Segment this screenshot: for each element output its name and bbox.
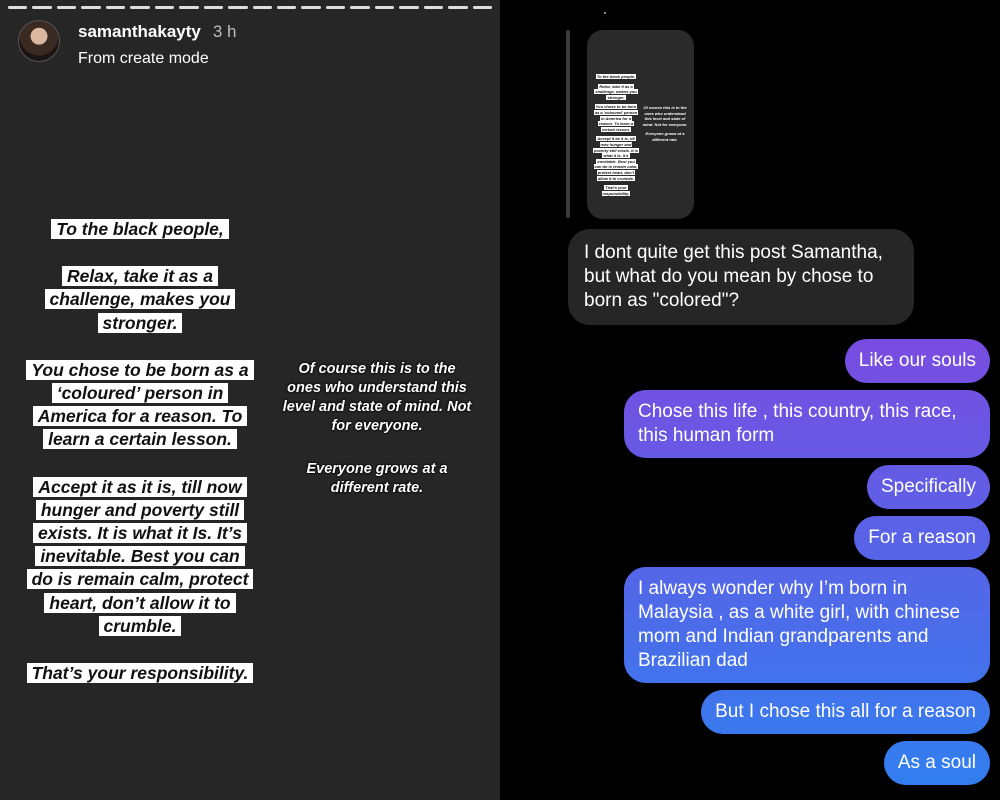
story-text-paragraph: Of course this is to the ones who understand this level and state of mind. Not for everyone. xyxy=(282,361,472,434)
progress-segment xyxy=(130,6,149,9)
outgoing-message[interactable]: But I chose this all for a reason xyxy=(701,690,990,734)
progress-segment xyxy=(301,6,320,9)
thumbnail-text: You chose to be born as a ‘coloured’ person in America for a reason. To learn a certain lesson. xyxy=(594,104,638,132)
outgoing-message[interactable]: For a reason xyxy=(854,516,990,560)
post-time: 3 h xyxy=(212,22,237,41)
progress-segment xyxy=(253,6,272,9)
progress-segment xyxy=(350,6,369,9)
progress-segment xyxy=(448,6,467,9)
progress-segment xyxy=(375,6,394,9)
story-text-column-right xyxy=(282,360,472,522)
story-reply-thumbnail[interactable] xyxy=(587,30,694,219)
dm-panel xyxy=(500,0,1000,800)
story-text-paragraph: That’s your responsibility. xyxy=(27,663,254,683)
outgoing-message[interactable]: Specifically xyxy=(867,465,990,509)
incoming-message[interactable]: I dont quite get this post Samantha, but what do you mean by chose to born as "colored"? xyxy=(568,229,914,325)
story-text-paragraph: To the black people, xyxy=(51,219,229,239)
progress-segment xyxy=(155,6,174,9)
thumbnail-text: Of course this is to the ones who understand this level and state of mind. Not for everyone. xyxy=(642,105,688,127)
story-progress-bar xyxy=(8,6,492,9)
story-text-paragraph: Accept it as it is, till now hunger and poverty still exists. It is what it Is. It’s inevitable. Best you can do is remain calm, protect heart, don’t allow it to crumble. xyxy=(27,477,254,636)
story-text-paragraph: Everyone grows at a different rate. xyxy=(306,461,448,496)
story-text-paragraph: Relax, take it as a challenge, makes you stronger. xyxy=(45,266,236,332)
progress-segment xyxy=(424,6,443,9)
outgoing-message[interactable]: As a soul xyxy=(884,741,990,785)
progress-segment xyxy=(277,6,296,9)
outgoing-message[interactable]: I always wonder why I’m born in Malaysia , as a white girl, with chinese mom and Indian grandparents and Brazilian dad xyxy=(624,567,990,683)
story-header xyxy=(18,20,236,68)
progress-segment xyxy=(32,6,51,9)
progress-segment xyxy=(204,6,223,9)
story-text-paragraph: You chose to be born as a ‘coloured’ person in America for a reason. To learn a certain lesson. xyxy=(26,360,253,450)
progress-segment xyxy=(8,6,27,9)
progress-segment xyxy=(228,6,247,9)
thumbnail-text: Everyone grows at a different rate. xyxy=(645,131,685,142)
progress-segment xyxy=(57,6,76,9)
progress-segment xyxy=(399,6,418,9)
reply-indicator-line xyxy=(566,30,570,218)
progress-segment xyxy=(81,6,100,9)
avatar[interactable] xyxy=(18,20,60,62)
divider xyxy=(604,12,606,14)
progress-segment xyxy=(326,6,345,9)
outgoing-message[interactable]: Like our souls xyxy=(845,339,990,383)
thumbnail-text: To the black people, xyxy=(596,74,636,79)
outgoing-message[interactable]: Chose this life , this country, this race, this human form xyxy=(624,390,990,458)
thumbnail-text: That’s your responsibility. xyxy=(602,185,630,196)
story-subtitle: From create mode xyxy=(78,50,209,67)
story-text-column-left xyxy=(26,218,254,709)
username[interactable]: samanthakayty xyxy=(78,22,201,41)
progress-segment xyxy=(473,6,492,9)
thumbnail-text: Accept it as it is, till now hunger and poverty still exists. It is what it Is. It’s inevitable. Best you can do is remain calm, protect heart, don’t allow it to crumble. xyxy=(594,136,639,181)
thumbnail-text: Relax, take it as a challenge, makes you stronger. xyxy=(595,83,637,100)
progress-segment xyxy=(106,6,125,9)
progress-segment xyxy=(179,6,198,9)
